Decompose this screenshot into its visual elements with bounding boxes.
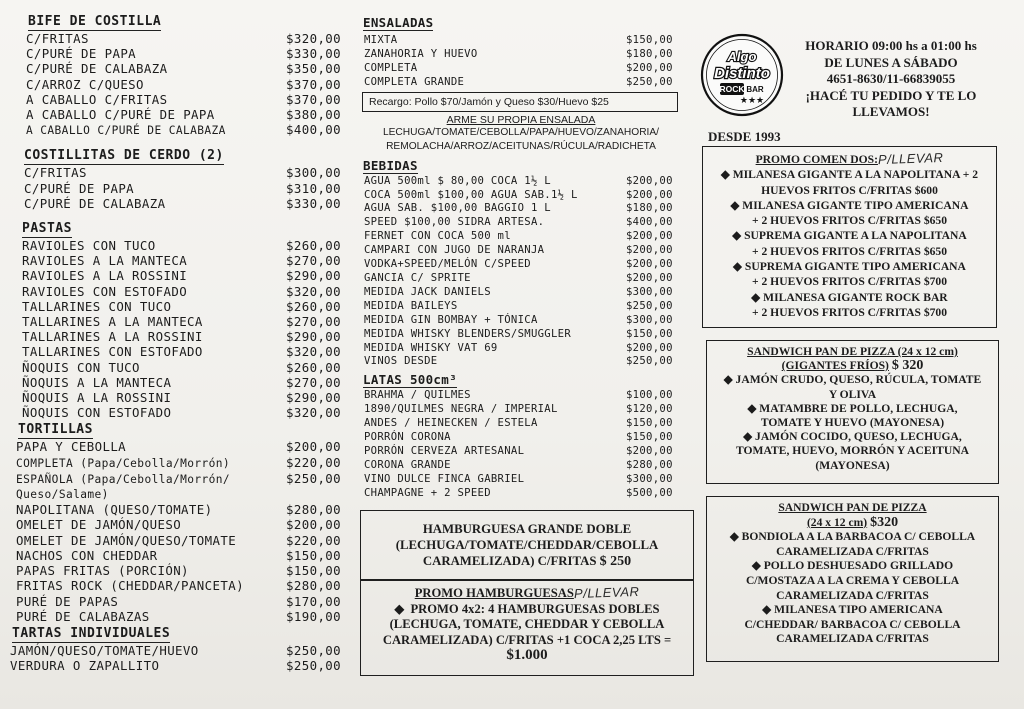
bullet-icon: ◆: [733, 260, 745, 274]
menu-item: [16, 471, 350, 487]
section-costillitas: [24, 165, 350, 211]
handwritten-note: P/LLEVAR: [573, 583, 640, 602]
item-price: $200,00: [626, 244, 673, 257]
menu-item: [364, 34, 682, 48]
sandwich-title: SANDWICH PAN DE PIZZA: [778, 501, 927, 514]
logo-text-rock: ROCK: [719, 84, 745, 94]
item-name: TALLARINES CON ESTOFADO: [22, 344, 203, 360]
arme-ensalada-line: LECHUGA/TOMATE/CEBOLLA/PAPA/HUEVO/ZANAHORIA/: [382, 126, 660, 138]
promo-text: MILANESA GIGANTE ROCK BAR: [763, 290, 948, 304]
item-name: OMELET DE JAMÓN/QUESO/TOMATE: [16, 532, 237, 548]
item-name: TALLARINES CON TUCO: [22, 298, 172, 314]
promo-hamburguesas-box: [360, 580, 694, 676]
item-name: PURÉ DE CALABAZAS: [16, 608, 150, 624]
sandwich-item: [707, 373, 998, 387]
item-price: $200,00: [286, 439, 342, 455]
item-name: SPEED $100,00 SIDRA ARTESA.: [364, 216, 545, 229]
item-price: $300,00: [286, 165, 342, 181]
item-name: JAMÓN/QUESO/TOMATE/HUEVO: [10, 642, 199, 658]
sandwich-item: [707, 530, 998, 545]
item-name: MEDIDA BAILEYS: [364, 299, 458, 312]
menu-item: [16, 578, 350, 593]
item-price: $370,00: [286, 76, 342, 92]
menu-item: [22, 253, 350, 268]
sandwich-price: $ 320: [891, 358, 924, 374]
menu-item: [24, 181, 350, 196]
item-name: TALLARINES A LA MANTECA: [22, 314, 203, 330]
item-price: $250,00: [286, 642, 342, 658]
item-price: $290,00: [286, 268, 342, 284]
promo-comen-dos-box: [702, 146, 997, 328]
logo-text-bar: BAR: [746, 85, 764, 94]
item-name: COCA 500ml $100,00 AGUA SAB.1½ L: [364, 188, 578, 201]
item-name: COMPLETA GRANDE: [364, 75, 465, 88]
item-price: $100,00: [626, 389, 673, 402]
menu-item: [16, 609, 350, 624]
item-name: C/PURÉ DE PAPA: [26, 46, 137, 62]
menu-item: [364, 62, 682, 76]
menu-item: [364, 473, 682, 487]
bullet-icon: ◆: [732, 229, 745, 243]
item-price: $270,00: [286, 253, 342, 269]
menu-item: [364, 328, 682, 342]
item-price: $200,00: [626, 341, 673, 354]
sandwich-text: CARAMELIZADA C/FRITAS: [776, 544, 929, 558]
item-price: $250,00: [286, 658, 342, 674]
menu-item: [364, 175, 682, 189]
item-name: VINO DULCE FINCA GABRIEL: [364, 472, 525, 485]
item-name: TALLARINES A LA ROSSINI: [22, 329, 203, 345]
promo-price: $1.000: [506, 647, 548, 664]
sandwich-item: [707, 603, 998, 618]
promo-text: + 2 HUEVOS FRITOS C/FRITAS $700: [751, 305, 948, 319]
item-price: $180,00: [626, 202, 673, 215]
sandwich-text: Y OLIVA: [828, 387, 877, 401]
item-price: $200,00: [626, 230, 673, 243]
item-price: $250,00: [626, 355, 673, 368]
menu-item: [364, 300, 682, 314]
item-name: OMELET DE JAMÓN/QUESO: [16, 517, 182, 533]
sandwich-text: C/MOSTAZA A LA CREMA Y CEBOLLA: [745, 573, 960, 587]
menu-item: [364, 230, 682, 244]
promo-comen-title: PROMO COMEN DOS:: [755, 153, 878, 166]
menu-item: [16, 517, 350, 532]
item-price: $280,00: [626, 458, 673, 471]
item-price: $150,00: [626, 417, 673, 430]
item-price: $200,00: [286, 517, 342, 533]
menu-column-left: [10, 12, 350, 673]
section-title-bife: BIFE DE COSTILLA: [28, 14, 162, 29]
item-name: FERNET CON COCA 500 ml: [364, 230, 511, 243]
menu-item: [10, 643, 350, 658]
item-name: CHAMPAGNE + 2 SPEED: [364, 486, 491, 499]
bullet-icon: ◆: [730, 198, 743, 212]
bullet-icon: ◆: [723, 373, 736, 387]
sandwich-text: BONDIOLA A LA BARBACOA C/ CEBOLLA: [741, 530, 976, 544]
promo-text: SUPREMA GIGANTE A LA NAPOLITANA: [744, 229, 967, 243]
item-price: $310,00: [286, 180, 342, 196]
item-price: $330,00: [286, 46, 342, 62]
menu-item: [22, 299, 350, 314]
item-price: $320,00: [286, 283, 342, 299]
menu-item: [22, 268, 350, 283]
item-name: A CABALLO C/PURÉ DE CALABAZA: [26, 124, 226, 138]
item-name: Queso/Salame): [16, 488, 109, 502]
item-name: A CABALLO C/PURÉ DE PAPA: [26, 107, 215, 123]
menu-item: [364, 417, 682, 431]
item-price: $260,00: [286, 298, 342, 314]
menu-item: [10, 658, 350, 673]
sandwich-subtitle-row: [707, 359, 998, 373]
item-price: $280,00: [286, 502, 342, 518]
item-name: MIXTA: [364, 34, 398, 46]
promo-hamburguesas-title: PROMO HAMBURGUESAS: [414, 586, 574, 600]
sandwich-price: $320: [870, 514, 899, 530]
item-price: $190,00: [286, 608, 342, 624]
menu-item: [364, 445, 682, 459]
sandwich-text: JAMÓN CRUDO, QUESO, RÚCULA, TOMATE: [735, 373, 982, 387]
section-tartas: [10, 643, 350, 673]
bullet-icon: ◆: [751, 559, 764, 573]
menu-item: [364, 48, 682, 62]
menu-item: [22, 405, 350, 420]
item-price: $500,00: [626, 486, 673, 499]
section-title-ensaladas: ENSALADAS: [363, 15, 434, 30]
item-name: C/PURÉ DE CALABAZA: [24, 195, 166, 211]
item-price: $290,00: [286, 390, 342, 406]
menu-item: [22, 329, 350, 344]
item-name: MEDIDA WHISKY VAT 69: [364, 341, 498, 354]
recargo-note: Recargo: Pollo $70/Jamón y Queso $30/Huevo $25: [362, 92, 678, 112]
item-price: $150,00: [626, 34, 673, 46]
item-price: $330,00: [286, 195, 342, 211]
promo-text: SUPREMA GIGANTE TIPO AMERICANA: [744, 260, 966, 274]
section-bebidas: [364, 175, 682, 370]
bullet-icon: ◆: [762, 603, 775, 617]
item-price: $400,00: [286, 122, 342, 138]
item-price: $380,00: [286, 107, 342, 123]
item-name: AGUA 500ml $ 80,00 COCA 1½ L: [364, 174, 551, 187]
promo-text: MILANESA GIGANTE A LA NAPOLITANA + 2: [732, 168, 979, 182]
menu-item: [26, 61, 350, 76]
item-price: $370,00: [286, 91, 342, 107]
menu-item: [22, 284, 350, 299]
menu-item: [22, 344, 350, 359]
item-name: RAVIOLES CON ESTOFADO: [22, 283, 188, 299]
menu-item: [16, 455, 350, 471]
sandwich-item: [707, 430, 998, 444]
item-name: ZANAHORIA Y HUEVO: [364, 47, 478, 60]
promo-comen-header: [703, 151, 996, 167]
menu-item: [364, 216, 682, 230]
section-title-bebidas: BEBIDAS: [363, 157, 418, 173]
promo-text: HUEVOS FRITOS C/FRITAS $600: [761, 183, 938, 197]
item-price: $320,00: [286, 31, 342, 46]
promo-item: [703, 167, 996, 182]
sandwich-subtitle-row: [707, 516, 998, 531]
menu-item: [16, 487, 350, 502]
item-name: ÑOQUIS CON ESTOFADO: [22, 405, 172, 421]
item-name: ESPAÑOLA (Papa/Cebolla/Morrón/: [16, 472, 231, 486]
item-name: 1890/QUILMES NEGRA / IMPERIAL: [364, 403, 558, 416]
menu-item: [22, 238, 350, 253]
item-price: $270,00: [286, 374, 342, 390]
sandwich-text: (MAYONESA): [815, 458, 890, 472]
bullet-icon: ◆: [720, 168, 733, 182]
menu-item: [26, 122, 350, 138]
item-name: GANCIA C/ SPRITE: [364, 271, 471, 284]
item-price: $270,00: [286, 314, 342, 330]
item-name: C/FRITAS: [26, 31, 89, 46]
horario-line: HORARIO 09:00 hs a 01:00 hs: [805, 38, 977, 53]
sandwich-calientes-box: [706, 496, 999, 662]
hamburguesa-price: $ 250: [599, 554, 632, 569]
menu-item: [26, 31, 350, 46]
item-price: $200,00: [626, 188, 673, 201]
item-name: ÑOQUIS A LA MANTECA: [22, 374, 172, 390]
item-price: $300,00: [626, 313, 673, 326]
menu-item: [16, 594, 350, 609]
menu-item: [16, 502, 350, 517]
promo-line: [361, 602, 693, 618]
menu-item: [24, 196, 350, 211]
hamburguesa-line: (LECHUGA/TOMATE/CHEDDAR/CEBOLLA: [395, 538, 659, 552]
item-price: $290,00: [286, 329, 342, 345]
promo-text: + 2 HUEVOS FRITOS C/FRITAS $650: [751, 214, 948, 228]
section-title-tortillas: TORTILLAS: [18, 422, 93, 438]
section-bife: [26, 31, 350, 138]
menu-item: [22, 360, 350, 375]
item-name: AGUA SAB. $100,00 BAGGIO 1 L: [364, 202, 551, 215]
section-tortillas: [16, 439, 350, 623]
item-price: $400,00: [626, 216, 673, 229]
sandwich-text: POLLO DESHUESADO GRILLADO: [763, 559, 954, 573]
item-name: COMPLETA (Papa/Cebolla/Morrón): [16, 456, 231, 470]
section-latas: [364, 389, 682, 500]
section-pastas: [22, 238, 350, 420]
menu-item: [364, 355, 682, 369]
sandwich-text: CARAMELIZADA C/FRITAS: [776, 632, 929, 646]
menu-item: [22, 375, 350, 390]
item-price: $300,00: [626, 285, 673, 298]
rock-bar-logo: [700, 33, 784, 117]
horario-line: LLEVAMOS!: [852, 104, 930, 119]
promo-text: PROMO 4x2: 4 HAMBURGUESAS DOBLES: [410, 601, 660, 616]
item-price: $250,00: [626, 75, 673, 88]
bullet-icon: ◆: [751, 290, 764, 304]
hamburguesa-line: HAMBURGUESA GRANDE DOBLE: [422, 522, 632, 536]
promo-line: CARAMELIZADA) C/FRITAS +1 COCA 2,25 LTS =: [382, 632, 672, 647]
item-price: $260,00: [286, 238, 342, 254]
item-price: $200,00: [626, 174, 673, 187]
sandwich-text: TOMATE Y HUEVO (MAYONESA): [760, 416, 945, 430]
hamburguesa-line: [361, 553, 693, 570]
sandwich-text: JAMÓN COCIDO, QUESO, LECHUGA,: [755, 430, 962, 444]
menu-column-middle: [360, 14, 682, 501]
hamburguesa-box: [360, 510, 694, 580]
item-name: RAVIOLES A LA ROSSINI: [22, 268, 188, 284]
promo-hamburguesas-header: [361, 585, 693, 602]
item-price: $320,00: [286, 344, 342, 360]
menu-item: [364, 286, 682, 300]
item-name: COMPLETA: [364, 61, 418, 74]
sandwich-text: MILANESA TIPO AMERICANA: [774, 603, 943, 617]
item-name: VINOS DESDE: [364, 355, 438, 368]
menu-item: [364, 342, 682, 356]
sandwich-title: SANDWICH PAN DE PIZZA (24 x 12 cm): [747, 345, 958, 358]
item-price: $320,00: [286, 405, 342, 421]
item-price: $150,00: [626, 431, 673, 444]
promo-text: MILANESA GIGANTE TIPO AMERICANA: [742, 198, 969, 212]
sandwich-text: CARAMELIZADA C/FRITAS: [776, 588, 929, 602]
bullet-icon: ◆: [743, 430, 756, 444]
item-price: $260,00: [286, 359, 342, 375]
menu-item: [16, 533, 350, 548]
arme-ensalada-title: ARME SU PROPIA ENSALADA: [446, 113, 596, 126]
item-price: $250,00: [626, 299, 673, 312]
menu-item: [364, 189, 682, 203]
item-name: ÑOQUIS A LA ROSSINI: [22, 390, 172, 406]
bullet-icon: ◆: [747, 401, 760, 415]
menu-item: [16, 439, 350, 454]
menu-item: [364, 76, 682, 90]
item-price: $200,00: [626, 444, 673, 457]
hamburguesa-text: CARAMELIZADA) C/FRITAS: [422, 554, 597, 568]
menu-item: [364, 272, 682, 286]
item-name: MEDIDA GIN BOMBAY + TÓNICA: [364, 313, 538, 326]
horario-line: ¡HACÉ TU PEDIDO Y TE LO: [805, 87, 977, 103]
item-name: PORRÓN CORONA: [364, 431, 451, 444]
item-name: A CABALLO C/FRITAS: [26, 91, 168, 107]
horario-block: [786, 38, 996, 121]
item-name: PAPAS FRITAS (PORCIÓN): [16, 563, 189, 579]
item-price: $200,00: [626, 271, 673, 284]
stars-icon: ★★★: [739, 95, 765, 105]
item-name: PURÉ DE PAPAS: [16, 593, 119, 609]
section-title-latas: LATAS 500cm³: [363, 372, 457, 388]
item-name: CAMPARI CON JUGO DE NARANJA: [364, 244, 545, 257]
item-name: MEDIDA WHISKY BLENDERS/SMUGGLER: [364, 327, 572, 340]
sandwich-subtitle: (24 x 12 cm): [806, 515, 868, 529]
item-price: $250,00: [286, 470, 342, 486]
item-price: $150,00: [286, 547, 342, 563]
item-price: $120,00: [626, 403, 673, 416]
item-name: ANDES / HEINECKEN / ESTELA: [364, 417, 538, 430]
item-name: BRAHMA / QUILMES: [364, 389, 471, 402]
promo-text: + 2 HUEVOS FRITOS C/FRITAS $700: [751, 275, 948, 289]
promo-text: + 2 HUEVOS FRITOS C/FRITAS $650: [751, 244, 948, 258]
bullet-icon: ◆: [394, 601, 405, 616]
promo-item: [703, 228, 996, 243]
menu-item: [26, 77, 350, 92]
menu-item: [364, 487, 682, 501]
menu-item: [364, 202, 682, 216]
menu-item: [364, 459, 682, 473]
item-name: C/PURÉ DE CALABAZA: [26, 61, 168, 77]
item-price: $220,00: [286, 454, 342, 470]
item-name: VODKA+SPEED/MELÓN C/SPEED: [364, 258, 531, 271]
sandwich-subtitle: (GIGANTES FRÍOS): [781, 359, 889, 373]
menu-item: [24, 165, 350, 180]
menu-item: [364, 258, 682, 272]
menu-item: [26, 46, 350, 61]
item-price: $150,00: [286, 563, 342, 579]
logo-text-top: Algo: [727, 49, 757, 64]
item-name: MEDIDA JACK DANIELS: [364, 285, 491, 298]
logo-text-main: Distinto: [714, 65, 770, 82]
item-name: PAPA Y CEBOLLA: [16, 439, 127, 455]
item-price: $200,00: [626, 61, 673, 74]
arme-ensalada-line: REMOLACHA/ARROZ/ACEITUNAS/RÚCULA/RADICHETA: [386, 140, 656, 152]
bullet-icon: ◆: [729, 530, 742, 544]
item-price: $150,00: [626, 327, 673, 340]
menu-item: [26, 92, 350, 107]
phone-numbers: 4651-8630/11-66839055: [826, 71, 956, 86]
item-name: C/FRITAS: [24, 165, 87, 181]
item-name: ÑOQUIS CON TUCO: [22, 359, 140, 375]
item-name: NAPOLITANA (QUESO/TOMATE): [16, 502, 213, 518]
menu-item: [22, 390, 350, 405]
menu-item: [22, 314, 350, 329]
menu-item: [16, 563, 350, 578]
item-price: $220,00: [286, 532, 342, 548]
promo-item: [703, 290, 996, 305]
sandwich-text: C/CHEDDAR/ BARBACOA C/ CEBOLLA: [744, 617, 961, 631]
menu-item: [364, 431, 682, 445]
section-title-pastas: PASTAS: [22, 221, 72, 237]
sandwich-item: [707, 559, 998, 574]
promo-item: [703, 259, 996, 274]
menu-item: [364, 314, 682, 328]
section-title-costillitas: COSTILLITAS DE CERDO (2): [24, 148, 224, 164]
menu-item: [16, 548, 350, 563]
item-price: $280,00: [286, 578, 342, 594]
sandwich-text: MATAMBRE DE POLLO, LECHUGA,: [759, 401, 958, 415]
menu-item: [364, 244, 682, 258]
item-price: $300,00: [626, 472, 673, 485]
item-name: C/PURÉ DE PAPA: [24, 180, 135, 196]
menu-item: [364, 389, 682, 403]
sandwich-gigantes-box: [706, 340, 999, 484]
item-price: $350,00: [286, 61, 342, 77]
item-name: RAVIOLES CON TUCO: [22, 238, 156, 254]
item-name: CORONA GRANDE: [364, 458, 451, 471]
item-name: NACHOS CON CHEDDAR: [16, 547, 158, 563]
handwritten-note: P/LLEVAR: [877, 149, 944, 168]
item-price: $180,00: [626, 47, 673, 60]
item-name: C/ARROZ C/QUESO: [26, 76, 144, 92]
item-name: FRITAS ROCK (CHEDDAR/PANCETA): [16, 578, 244, 594]
menu-item: [364, 403, 682, 417]
promo-item: [703, 198, 996, 213]
promo-line: (LECHUGA, TOMATE, CHEDDAR Y CEBOLLA: [389, 617, 665, 632]
menu-item: [26, 107, 350, 122]
item-price: $200,00: [626, 258, 673, 271]
horario-line: DE LUNES A SÁBADO: [824, 54, 958, 70]
since-year: DESDE 1993: [708, 129, 781, 144]
sandwich-item: [707, 402, 998, 416]
item-name: RAVIOLES A LA MANTECA: [22, 253, 188, 269]
section-title-tartas: TARTAS INDIVIDUALES: [12, 625, 171, 641]
sandwich-text: TOMATE, HUEVO, MORRÓN Y ACEITUNA: [736, 444, 969, 458]
item-price: $170,00: [286, 593, 342, 609]
item-name: VERDURA O ZAPALLITO: [10, 658, 160, 674]
section-ensaladas: [364, 34, 682, 90]
item-name: PORRÓN CERVEZA ARTESANAL: [364, 444, 525, 457]
